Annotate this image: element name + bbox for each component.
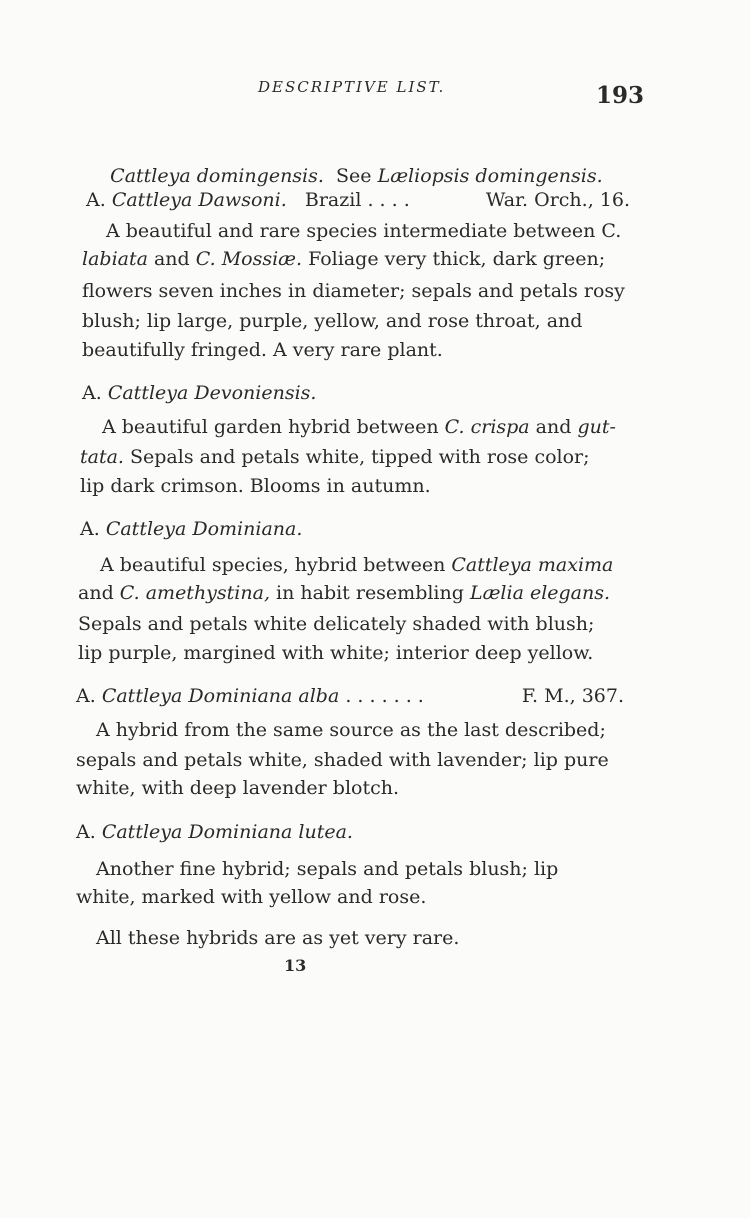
running-header: DESCRIPTIVE LIST. — [258, 78, 446, 96]
reference-name: Læliopsis domingensis. — [377, 165, 603, 187]
text: A beautiful and rare species intermediate between C. — [106, 220, 622, 242]
body-line: Another fine hybrid; sepals and petals blush; lip — [96, 858, 559, 880]
text: in habit resembling — [269, 582, 470, 604]
entry-prefix: A. — [76, 821, 96, 843]
text: and — [78, 582, 120, 604]
leader-dots: . . . . . . . — [345, 685, 424, 707]
text: Foliage very thick, dark green; — [302, 248, 606, 270]
body-line — [100, 553, 613, 577]
entry-prefix: A. — [86, 189, 106, 211]
body-line — [106, 219, 630, 243]
italic-text: C. Mossiæ. — [195, 248, 303, 270]
species-name: Cattleya Dawsoni. — [111, 189, 287, 211]
closing-sentence: All these hybrids are as yet very rare. — [96, 927, 460, 949]
entry-heading — [76, 820, 353, 844]
entry-prefix: A. — [82, 382, 102, 404]
body-line: lip purple, margined with white; interior deep yellow. — [78, 642, 594, 664]
italic-text: C. amethystina, — [119, 582, 270, 604]
entry-heading — [86, 188, 630, 212]
body-line: blush; lip large, purple, yellow, and rose throat, and — [82, 310, 583, 332]
reference: War. Orch., 16. — [485, 189, 630, 211]
body-line: A hybrid from the same source as the last described; — [96, 719, 606, 741]
body-line — [78, 581, 610, 605]
species-name: Cattleya Dominiana. — [105, 518, 303, 540]
entry-prefix: A. — [76, 685, 96, 707]
body-line: Sepals and petals white delicately shaded with blush; — [78, 613, 595, 635]
body-line — [82, 247, 605, 271]
entry-prefix: A. — [80, 518, 100, 540]
body-line: white, with deep lavender blotch. — [76, 777, 400, 799]
entry-heading — [76, 684, 624, 708]
italic-text: tata. — [80, 446, 124, 468]
text: and — [147, 248, 196, 270]
text: and — [529, 416, 578, 438]
species-name: Cattleya Dominiana alba — [101, 685, 340, 707]
signature-mark: 13 — [284, 956, 307, 975]
text: Sepals and petals white, tipped with rose color; — [123, 446, 590, 468]
reference: F. M., 367. — [521, 685, 624, 707]
italic-text: Cattleya maxima — [451, 554, 614, 576]
italic-text: Lælia elegans. — [469, 582, 611, 604]
page-number: 193 — [596, 82, 645, 109]
body-line: flowers seven inches in diameter; sepals and petals rosy — [82, 280, 625, 302]
leader-dots: . . . . — [367, 189, 410, 211]
species-name: Cattleya domingensis. — [110, 165, 324, 187]
entry-heading — [80, 517, 302, 541]
italic-text: labiata — [82, 248, 148, 270]
body-line: beautifully fringed. A very rare plant. — [82, 339, 443, 361]
entry-heading — [82, 381, 316, 405]
origin: Brazil — [304, 189, 362, 211]
species-name: Cattleya Devoniensis. — [107, 382, 317, 404]
species-name: Cattleya Dominiana lutea. — [101, 821, 353, 843]
body-line: lip dark crimson. Blooms in autumn. — [80, 475, 431, 497]
see-label: See — [336, 165, 372, 187]
italic-text: gut- — [577, 416, 616, 438]
italic-text: C. crispa — [444, 416, 530, 438]
body-line: sepals and petals white, shaded with lavender; lip pure — [76, 749, 609, 771]
body-line — [80, 445, 590, 469]
body-line: white, marked with yellow and rose. — [76, 886, 427, 908]
text: A beautiful garden hybrid between — [102, 416, 445, 438]
body-line — [102, 415, 616, 439]
text: A beautiful species, hybrid between — [100, 554, 452, 576]
